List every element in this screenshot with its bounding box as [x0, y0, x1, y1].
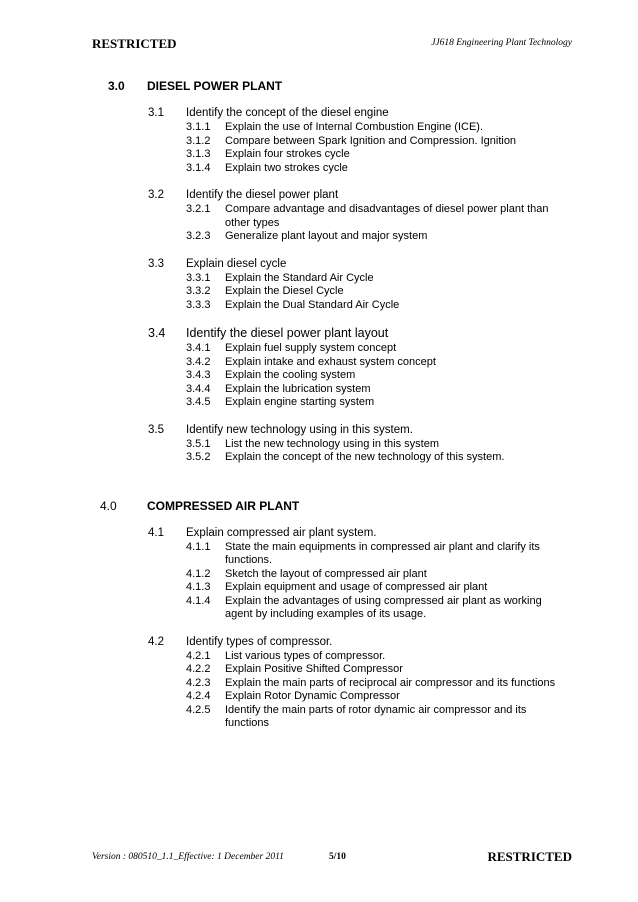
topic-item	[92, 325, 572, 410]
subtopic	[92, 677, 572, 691]
subtopic	[92, 541, 572, 568]
subtopic	[92, 203, 572, 230]
subtopic	[92, 581, 572, 595]
topic-item	[92, 257, 572, 313]
topic-heading	[92, 106, 572, 121]
subtopic	[92, 342, 572, 356]
subtopic-number: 3.1.2	[186, 134, 211, 147]
subtopic-number: 3.2.1	[186, 203, 211, 215]
subtopic-number: 4.2.3	[186, 676, 211, 689]
subtopic	[92, 356, 572, 370]
topic-number: 3.2	[148, 189, 164, 201]
footer-version: Version : 080510_1.1_Effective: 1 December 2011	[92, 852, 284, 862]
subtopic-title: Generalize plant layout and major system	[225, 230, 428, 242]
header-classification: RESTRICTED	[92, 36, 177, 51]
subtopic-number: 3.4.4	[186, 382, 211, 395]
subtopic	[92, 383, 572, 397]
topic-heading	[92, 188, 572, 203]
topic-number: 3.4	[148, 326, 166, 340]
topic-item	[92, 188, 572, 244]
subtopic-title: Explain fuel supply system concept	[225, 342, 397, 354]
topic-item	[92, 423, 572, 465]
header-course-title: JJ618 Engineering Plant Technology	[431, 38, 572, 48]
subtopic-title: Identify the main parts of rotor dynamic air compressor and its functions	[225, 703, 527, 729]
subtopic	[92, 438, 572, 452]
subtopic-number: 3.1.1	[186, 121, 211, 133]
subtopic-number: 3.4.5	[186, 396, 211, 408]
topic-title: Explain compressed air plant system.	[186, 526, 377, 539]
subtopic-title: Explain the use of Internal Combustion Engine (ICE).	[225, 121, 484, 133]
subtopic-number: 4.2.5	[186, 703, 211, 716]
section-heading	[92, 78, 572, 94]
subtopic-number: 3.1.3	[186, 148, 211, 160]
subtopic-title: Compare between Spark Ignition and Compression. Ignition	[225, 134, 517, 147]
subtopic-title: Explain the concept of the new technology of this system.	[225, 451, 505, 463]
subtopic-number: 3.5.2	[186, 451, 211, 463]
subtopic-title: Explain the lubrication system	[225, 382, 371, 395]
subtopic-title: Explain four strokes cycle	[225, 148, 350, 160]
topic-heading	[92, 635, 572, 650]
subtopic	[92, 121, 572, 135]
section-number: 4.0	[100, 498, 117, 513]
topic-title: Identify new technology using in this system.	[186, 423, 413, 436]
topic-heading	[92, 423, 572, 438]
section-title: DIESEL POWER PLANT	[147, 79, 283, 93]
subtopic-title: Explain Rotor Dynamic Compressor	[225, 690, 400, 702]
subtopic	[92, 396, 572, 410]
subtopic	[92, 162, 572, 176]
topic-title: Identify the diesel power plant layout	[186, 326, 389, 340]
subtopic-number: 4.1.2	[186, 567, 211, 580]
subtopic-title: Explain the advantages of using compressed air plant as working agent by including examples of its usage.	[225, 594, 542, 620]
page-number: 5/10	[329, 852, 346, 862]
subtopic-title: Explain Positive Shifted Compressor	[225, 663, 403, 675]
section-title: COMPRESSED AIR PLANT	[147, 498, 300, 513]
section-diesel-power-plant	[92, 78, 572, 465]
subtopic-number: 4.2.4	[186, 690, 211, 702]
topic-number: 4.1	[148, 526, 164, 539]
subtopic-number: 4.1.3	[186, 581, 211, 593]
subtopic	[92, 663, 572, 677]
subtopic-number: 4.1.1	[186, 540, 211, 553]
topic-number: 3.1	[148, 107, 164, 119]
subtopic	[92, 369, 572, 383]
topic-title: Explain diesel cycle	[186, 257, 287, 270]
page-footer	[92, 849, 572, 865]
subtopic-title: Sketch the layout of compressed air plant	[225, 567, 427, 580]
subtopic	[92, 650, 572, 664]
subtopic	[92, 704, 572, 731]
subtopic	[92, 230, 572, 244]
subtopic	[92, 690, 572, 704]
subtopic	[92, 451, 572, 465]
subtopic-number: 3.4.3	[186, 369, 211, 381]
subtopic-title: Explain the Dual Standard Air Cycle	[225, 298, 400, 311]
topic-heading	[92, 526, 572, 541]
section-gap	[92, 478, 572, 498]
topic-heading	[92, 325, 572, 342]
subtopic-number: 3.2.3	[186, 230, 211, 242]
subtopic-title: State the main equipments in compressed air plant and clarify its functions.	[225, 540, 540, 566]
topic-title: Identify the diesel power plant	[186, 189, 339, 201]
subtopic-number: 3.5.1	[186, 437, 211, 450]
section-number: 3.0	[108, 79, 125, 93]
subtopic-number: 3.3.3	[186, 298, 211, 311]
topic-number: 3.3	[148, 257, 164, 270]
footer-classification: RESTRICTED	[487, 849, 572, 864]
subtopic-number: 3.4.1	[186, 342, 211, 354]
subtopic-title: Compare advantage and disadvantages of diesel power plant than other types	[225, 203, 549, 229]
subtopic-title: Explain two strokes cycle	[225, 161, 348, 174]
subtopic	[92, 135, 572, 149]
subtopic-title: List the new technology using in this system	[225, 437, 440, 450]
subtopic-title: Explain the main parts of reciprocal air compressor and its functions	[225, 676, 556, 689]
subtopic-number: 4.2.2	[186, 663, 211, 675]
subtopic-title: Explain the Diesel Cycle	[225, 285, 344, 297]
topic-item	[92, 635, 572, 731]
topic-title: Identify the concept of the diesel engine	[186, 107, 389, 119]
subtopic	[92, 299, 572, 313]
subtopic	[92, 285, 572, 299]
subtopic-title: Explain the cooling system	[225, 369, 356, 381]
subtopic-title: Explain engine starting system	[225, 396, 375, 408]
subtopic	[92, 148, 572, 162]
topic-heading	[92, 257, 572, 272]
page-header	[92, 36, 572, 54]
topic-item	[92, 526, 572, 622]
document-body	[92, 78, 572, 744]
topic-number: 4.2	[148, 635, 164, 648]
subtopic-title: List various types of compressor.	[225, 649, 386, 662]
subtopic-number: 3.3.1	[186, 271, 211, 284]
subtopic	[92, 595, 572, 622]
subtopic-number: 3.4.2	[186, 355, 211, 368]
subtopic	[92, 272, 572, 286]
topic-title: Identify types of compressor.	[186, 635, 333, 648]
subtopic-number: 3.1.4	[186, 161, 211, 174]
topic-item	[92, 106, 572, 175]
section-compressed-air-plant	[92, 498, 572, 731]
subtopic-title: Explain intake and exhaust system concept	[225, 355, 436, 368]
topic-number: 3.5	[148, 423, 164, 436]
subtopic-number: 4.2.1	[186, 649, 211, 662]
subtopic	[92, 568, 572, 582]
subtopic-number: 4.1.4	[186, 594, 211, 607]
section-heading	[92, 498, 572, 514]
subtopic-number: 3.3.2	[186, 285, 211, 297]
subtopic-title: Explain equipment and usage of compressed air plant	[225, 581, 488, 593]
subtopic-title: Explain the Standard Air Cycle	[225, 271, 374, 284]
